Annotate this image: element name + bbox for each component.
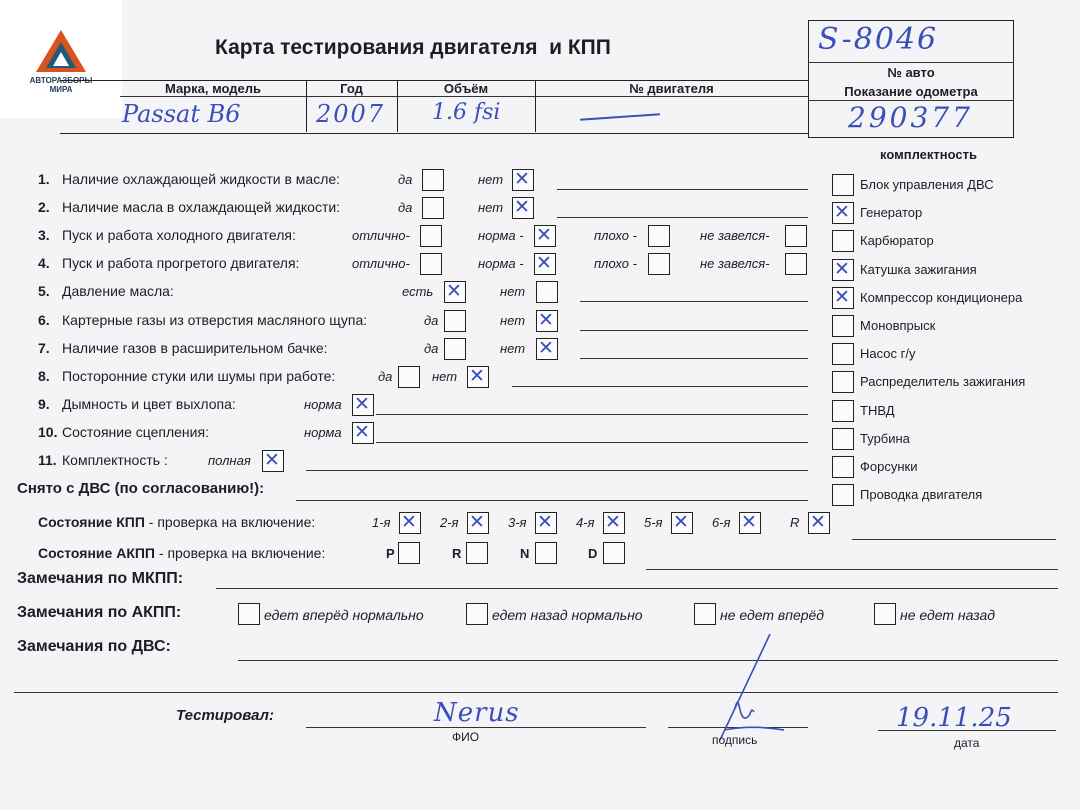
signature-mark bbox=[680, 630, 790, 750]
check-option-label: норма bbox=[304, 396, 342, 412]
date-caption: дата bbox=[954, 736, 980, 750]
check-label: Наличие газов в расширительном бачке: bbox=[62, 339, 328, 356]
check-option-label: не завелся- bbox=[700, 256, 770, 272]
check-number: 1. bbox=[38, 171, 50, 187]
fill-in-line bbox=[580, 330, 808, 331]
equipment-checkbox[interactable] bbox=[832, 484, 854, 506]
check-option-label: да bbox=[424, 340, 439, 356]
tester-name: Nerus bbox=[434, 698, 520, 728]
equipment-item-label: Насос г/у bbox=[860, 346, 916, 362]
check-number: 6. bbox=[38, 311, 50, 328]
check-label: Наличие охлаждающей жидкости в масле: bbox=[62, 171, 341, 187]
check-number: 8. bbox=[38, 367, 50, 384]
check-option-checkbox[interactable] bbox=[785, 225, 807, 247]
gear-checkbox[interactable] bbox=[808, 512, 830, 534]
check-option-checkbox[interactable] bbox=[648, 253, 670, 275]
auto-remark-checkbox[interactable] bbox=[238, 603, 260, 625]
check-number: 11. bbox=[38, 452, 57, 468]
check-label: Дымность и цвет выхлопа: bbox=[62, 395, 236, 412]
check-option-checkbox[interactable] bbox=[444, 338, 466, 360]
check-option-label: нет bbox=[500, 312, 526, 328]
equipment-item-label: Турбина bbox=[860, 430, 910, 446]
check-label: Комплектность : bbox=[62, 452, 168, 468]
check-option-checkbox[interactable] bbox=[422, 197, 444, 219]
col-volume: Объём bbox=[443, 81, 489, 96]
logo-mark-icon bbox=[34, 28, 88, 74]
equipment-item-label: Компрессор кондиционера bbox=[860, 289, 1023, 305]
check-option-label: плохо - bbox=[594, 256, 637, 272]
value-year: 2007 bbox=[316, 100, 386, 128]
remarks-auto-label: Замечания по АКПП: bbox=[17, 604, 182, 621]
gear-label: R bbox=[790, 515, 800, 530]
car-number-label: № авто bbox=[887, 65, 935, 80]
equipment-checkbox[interactable] bbox=[832, 315, 854, 337]
auto-mode-checkbox[interactable] bbox=[535, 542, 557, 564]
check-number: 2. bbox=[38, 199, 50, 216]
auto-mode-checkbox[interactable] bbox=[466, 542, 488, 564]
auto-remark-checkbox[interactable] bbox=[466, 603, 488, 625]
check-option-label: нет bbox=[432, 368, 458, 384]
gear-checkbox[interactable] bbox=[467, 512, 489, 534]
equipment-title: комплектность bbox=[880, 147, 977, 162]
gear-label: 5-я bbox=[644, 515, 663, 530]
check-option-label: есть bbox=[402, 284, 434, 300]
equipment-checkbox[interactable] bbox=[832, 400, 854, 422]
equipment-item-label: Катушка зажигания bbox=[860, 261, 977, 277]
check-option-checkbox[interactable] bbox=[648, 225, 670, 247]
odometer-label: Показание одометра bbox=[844, 84, 978, 99]
auto-mode-label: N bbox=[520, 546, 530, 561]
check-option-checkbox[interactable] bbox=[512, 169, 534, 191]
check-option-label: плохо - bbox=[594, 228, 637, 244]
manual-gearbox-label: Состояние КПП - проверка на включение: bbox=[38, 514, 316, 530]
check-option-label: не завелся- bbox=[700, 228, 770, 244]
check-label: Картерные газы из отверстия масляного щупа: bbox=[62, 311, 368, 328]
check-option-checkbox[interactable] bbox=[785, 253, 807, 275]
odometer-value: 290377 bbox=[848, 101, 973, 134]
check-number: 3. bbox=[38, 227, 50, 244]
check-option-label: да bbox=[424, 312, 439, 328]
auto-mode-checkbox[interactable] bbox=[398, 542, 420, 564]
signature-caption: подпись bbox=[712, 733, 758, 747]
auto-remark-label: не едет вперёд bbox=[720, 607, 825, 623]
fill-in-line bbox=[376, 414, 808, 415]
check-label: Давление масла: bbox=[62, 283, 174, 300]
check-option-checkbox[interactable] bbox=[512, 197, 534, 219]
removed-label: Снято с ДВС (по согласованию!): bbox=[17, 480, 265, 497]
check-option-checkbox[interactable] bbox=[262, 450, 284, 472]
check-option-checkbox[interactable] bbox=[422, 169, 444, 191]
equipment-item-label: Форсунки bbox=[860, 459, 918, 474]
fill-in-line bbox=[512, 386, 808, 387]
gear-checkbox[interactable] bbox=[671, 512, 693, 534]
check-option-checkbox[interactable] bbox=[420, 225, 442, 247]
check-option-checkbox[interactable] bbox=[352, 394, 374, 416]
check-label: Состояние сцепления: bbox=[62, 423, 209, 440]
fill-in-line bbox=[580, 358, 808, 359]
name-caption: ФИО bbox=[452, 730, 480, 744]
check-option-label: отлично- bbox=[352, 228, 410, 244]
check-option-label: полная bbox=[208, 453, 251, 468]
check-option-label: да bbox=[378, 368, 393, 384]
equipment-item-label: Карбюратор bbox=[860, 233, 934, 249]
auto-remark-checkbox[interactable] bbox=[694, 603, 716, 625]
check-option-label: норма - bbox=[478, 228, 524, 244]
fill-in-line bbox=[557, 189, 808, 190]
check-option-label: да bbox=[398, 200, 413, 216]
check-option-checkbox[interactable] bbox=[534, 253, 556, 275]
check-option-label: норма bbox=[304, 424, 342, 440]
fill-in-line bbox=[557, 217, 808, 218]
check-number: 4. bbox=[38, 255, 50, 272]
check-label: Посторонние стуки или шумы при работе: bbox=[62, 367, 336, 384]
tested-by-label: Тестировал: bbox=[176, 707, 274, 724]
auto-mode-label: R bbox=[452, 546, 462, 561]
equipment-item-label: Проводка двигателя bbox=[860, 487, 983, 503]
auto-mode-label: P bbox=[386, 546, 395, 561]
value-volume: 1.6 fsi bbox=[432, 100, 501, 125]
test-date: 19.11.25 bbox=[896, 703, 1012, 733]
remarks-manual-label: Замечания по МКПП: bbox=[17, 570, 184, 587]
check-option-checkbox[interactable] bbox=[536, 338, 558, 360]
check-option-checkbox[interactable] bbox=[444, 310, 466, 332]
form-title: Карта тестирования двигателя и КПП bbox=[215, 36, 611, 59]
gear-checkbox[interactable] bbox=[739, 512, 761, 534]
equipment-item-label: Блок управления ДВС bbox=[860, 177, 994, 192]
gear-label: 2-я bbox=[440, 515, 459, 530]
check-option-checkbox[interactable] bbox=[352, 422, 374, 444]
gear-checkbox[interactable] bbox=[603, 512, 625, 534]
gear-checkbox[interactable] bbox=[535, 512, 557, 534]
gear-label: 3-я bbox=[508, 515, 527, 530]
equipment-checkbox[interactable] bbox=[832, 259, 854, 281]
check-option-checkbox[interactable] bbox=[398, 366, 420, 388]
gear-label: 6-я bbox=[712, 515, 731, 530]
gear-label: 4-я bbox=[576, 515, 595, 530]
car-number-value: S-8046 bbox=[818, 22, 939, 57]
logo-text-line2: МИРА bbox=[49, 85, 73, 94]
col-year: Год bbox=[340, 81, 363, 96]
vehicle-table bbox=[60, 80, 808, 132]
value-make-model: Passat B6 bbox=[122, 100, 241, 128]
auto-gearbox-label: Состояние АКПП - проверка на включение: bbox=[38, 545, 326, 561]
check-label: Наличие масла в охлаждающей жидкости: bbox=[62, 199, 341, 216]
check-label: Пуск и работа холодного двигателя: bbox=[62, 227, 296, 244]
check-label: Пуск и работа прогретого двигателя: bbox=[62, 255, 300, 272]
check-number: 10. bbox=[38, 423, 58, 440]
auto-remark-label: не едет назад bbox=[900, 607, 995, 623]
equipment-checkbox[interactable] bbox=[832, 343, 854, 365]
remarks-engine-label: Замечания по ДВС: bbox=[17, 638, 171, 655]
check-number: 7. bbox=[38, 339, 50, 356]
auto-remark-checkbox[interactable] bbox=[874, 603, 896, 625]
check-number: 5. bbox=[38, 283, 50, 300]
check-option-label: нет bbox=[478, 200, 504, 216]
col-engine-number: № двигателя bbox=[629, 81, 714, 96]
logo-text-line1: АВТОРАЗБОРЫ bbox=[29, 76, 93, 85]
check-option-checkbox[interactable] bbox=[420, 253, 442, 275]
equipment-checkbox[interactable] bbox=[832, 428, 854, 450]
check-number: 9. bbox=[38, 395, 50, 412]
check-option-label: нет bbox=[500, 284, 526, 300]
check-option-label: отлично- bbox=[352, 256, 410, 272]
check-option-checkbox[interactable] bbox=[536, 281, 558, 303]
equipment-item-label: Моновпрыск bbox=[860, 318, 936, 333]
equipment-checkbox[interactable] bbox=[832, 371, 854, 393]
check-option-label: да bbox=[398, 172, 413, 187]
fill-in-line bbox=[580, 301, 808, 302]
auto-mode-checkbox[interactable] bbox=[603, 542, 625, 564]
check-option-checkbox[interactable] bbox=[534, 225, 556, 247]
auto-mode-label: D bbox=[588, 546, 598, 561]
equipment-checkbox[interactable] bbox=[832, 456, 854, 478]
auto-remark-label: едет назад нормально bbox=[492, 607, 643, 623]
equipment-item-label: Распределитель зажигания bbox=[860, 374, 1026, 390]
fill-in-line bbox=[376, 442, 808, 443]
equipment-checkbox[interactable] bbox=[832, 202, 854, 224]
equipment-item-label: ТНВД bbox=[860, 402, 895, 418]
equipment-checkbox[interactable] bbox=[832, 230, 854, 252]
auto-remark-label: едет вперёд нормально bbox=[264, 607, 424, 623]
col-make-model: Марка, модель bbox=[164, 81, 262, 96]
gear-label: 1-я bbox=[372, 515, 391, 530]
equipment-checkbox[interactable] bbox=[832, 174, 854, 196]
check-option-checkbox[interactable] bbox=[444, 281, 466, 303]
check-option-label: нет bbox=[478, 172, 504, 187]
equipment-item-label: Генератор bbox=[860, 205, 923, 221]
check-option-checkbox[interactable] bbox=[467, 366, 489, 388]
check-option-label: норма - bbox=[478, 256, 524, 272]
fill-in-line bbox=[306, 470, 808, 471]
equipment-checkbox[interactable] bbox=[832, 287, 854, 309]
gear-checkbox[interactable] bbox=[399, 512, 421, 534]
check-option-checkbox[interactable] bbox=[536, 310, 558, 332]
check-option-label: нет bbox=[500, 340, 526, 356]
